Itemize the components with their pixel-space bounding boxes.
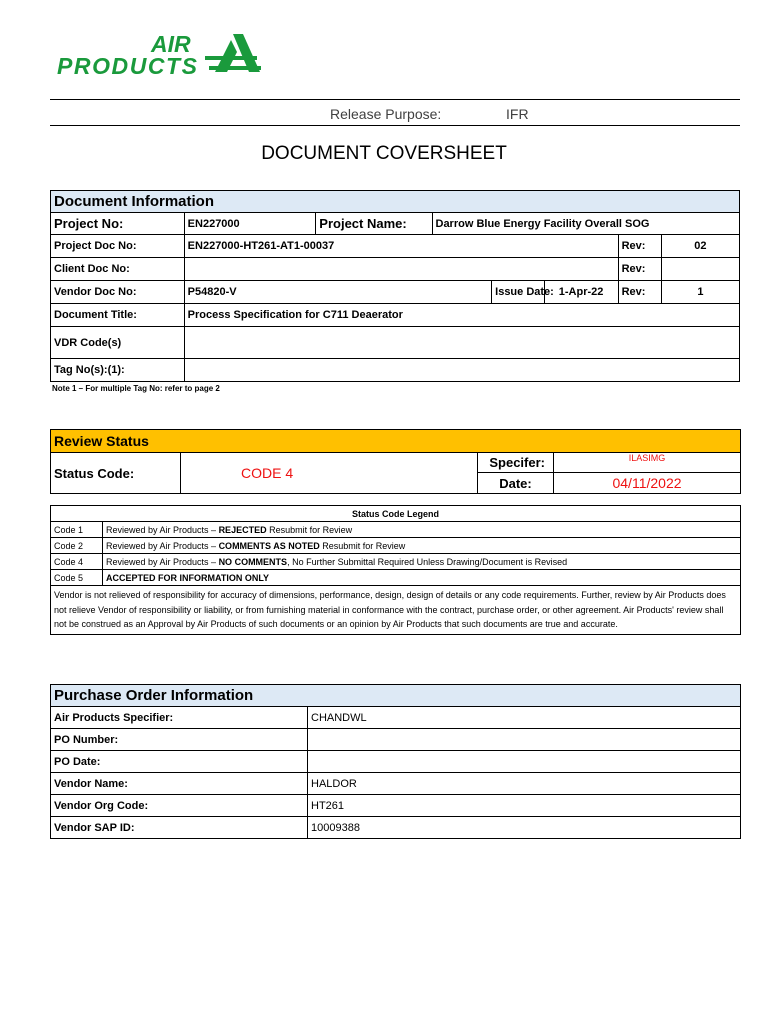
legend-disclaimer: Vendor is not relieved of responsibility for accuracy of dimensions, performance, design, design of details or any code requirements. Further, review by Air Products does not relieve Vendor of responsibility or liability, or from furnishing material in conformance with the contract, purchase order, or other agreement. Air Products' review shall not be construed as an Approval by Air Products of such documents or an opinion by Air Products that such documents are true and accurate.	[51, 586, 741, 635]
po-row	[51, 729, 741, 751]
purchase-order-heading: Purchase Order Information	[51, 685, 741, 707]
legend-code: Code 1	[51, 522, 103, 538]
project-no-value: EN227000	[184, 213, 316, 235]
po-value	[308, 751, 741, 773]
air-products-logo	[55, 30, 265, 80]
po-value: HALDOR	[308, 773, 741, 795]
legend-row	[51, 570, 741, 586]
document-title-label: Document Title:	[51, 304, 185, 327]
po-value	[308, 729, 741, 751]
client-doc-no-value	[184, 258, 618, 281]
tag-note: Note 1 – For multiple Tag No: refer to page 2	[52, 384, 220, 393]
po-label: Air Products Specifier:	[51, 707, 308, 729]
top-rule	[50, 99, 740, 100]
vendor-rev-label: Rev:	[618, 281, 661, 304]
po-value: CHANDWL	[308, 707, 741, 729]
client-rev-label: Rev:	[618, 258, 661, 281]
legend-desc: Reviewed by Air Products – COMMENTS AS NOTED Resubmit for Review	[103, 538, 741, 554]
project-name-value: Darrow Blue Energy Facility Overall SOG	[432, 213, 740, 235]
logo-text-air: AIR	[151, 31, 191, 57]
legend-code: Code 2	[51, 538, 103, 554]
vdr-codes-label: VDR Code(s)	[51, 327, 185, 359]
po-label: PO Number:	[51, 729, 308, 751]
legend-desc: Reviewed by Air Products – NO COMMENTS, No Further Submittal Required Unless Drawing/Document is Revised	[103, 554, 741, 570]
legend-desc: Reviewed by Air Products – REJECTED Resubmit for Review	[103, 522, 741, 538]
issue-date-label: Issue Date:	[492, 281, 544, 304]
logo-triangle-icon	[205, 34, 261, 72]
legend-row	[51, 554, 741, 570]
specifier-value: ILASIMG	[554, 453, 741, 473]
page-title: DOCUMENT COVERSHEET	[261, 143, 507, 164]
release-rule	[50, 125, 740, 126]
specifier-label: Specifer:	[478, 453, 554, 473]
po-label: PO Date:	[51, 751, 308, 773]
po-value: 10009388	[308, 817, 741, 839]
vendor-doc-no-label: Vendor Doc No:	[51, 281, 185, 304]
project-rev-value: 02	[661, 235, 739, 258]
po-row	[51, 795, 741, 817]
status-code-label: Status Code:	[51, 453, 181, 494]
project-no-label: Project No:	[51, 213, 185, 235]
legend-heading: Status Code Legend	[51, 506, 741, 522]
po-row	[51, 773, 741, 795]
project-doc-no-label: Project Doc No:	[51, 235, 185, 258]
tag-nos-value	[184, 359, 739, 382]
review-status-table	[50, 429, 741, 494]
document-information-heading: Document Information	[51, 191, 740, 213]
release-purpose-label: Release Purpose:	[330, 106, 442, 122]
vendor-rev-value: 1	[661, 281, 739, 304]
date-label: Date:	[478, 473, 554, 494]
vdr-codes-value	[184, 327, 739, 359]
legend-desc: ACCEPTED FOR INFORMATION ONLY	[103, 570, 741, 586]
logo-text-products: PRODUCTS	[57, 53, 197, 79]
date-value: 04/11/2022	[554, 473, 741, 494]
purchase-order-table	[50, 684, 741, 839]
review-status-heading: Review Status	[51, 430, 741, 453]
legend-code: Code 5	[51, 570, 103, 586]
client-doc-no-label: Client Doc No:	[51, 258, 185, 281]
po-label: Vendor Org Code:	[51, 795, 308, 817]
tag-nos-label: Tag No(s):(1):	[51, 359, 185, 382]
issue-date-value: 1-Apr-22	[544, 281, 618, 304]
legend-row	[51, 522, 741, 538]
status-code-value: CODE 4	[181, 453, 478, 494]
document-information-table	[50, 190, 740, 382]
po-row	[51, 751, 741, 773]
vendor-doc-no-value: P54820-V	[184, 281, 491, 304]
legend-code: Code 4	[51, 554, 103, 570]
project-rev-label: Rev:	[618, 235, 661, 258]
po-label: Vendor SAP ID:	[51, 817, 308, 839]
po-label: Vendor Name:	[51, 773, 308, 795]
release-purpose	[330, 106, 529, 122]
po-row	[51, 707, 741, 729]
document-title-value: Process Specification for C711 Deaerator	[184, 304, 739, 327]
legend-row	[51, 538, 741, 554]
project-name-label: Project Name:	[316, 213, 432, 235]
release-purpose-value: IFR	[506, 106, 529, 122]
po-value: HT261	[308, 795, 741, 817]
client-rev-value	[661, 258, 739, 281]
project-doc-no-value: EN227000-HT261-AT1-00037	[184, 235, 618, 258]
status-code-legend-table	[50, 505, 741, 635]
po-row	[51, 817, 741, 839]
